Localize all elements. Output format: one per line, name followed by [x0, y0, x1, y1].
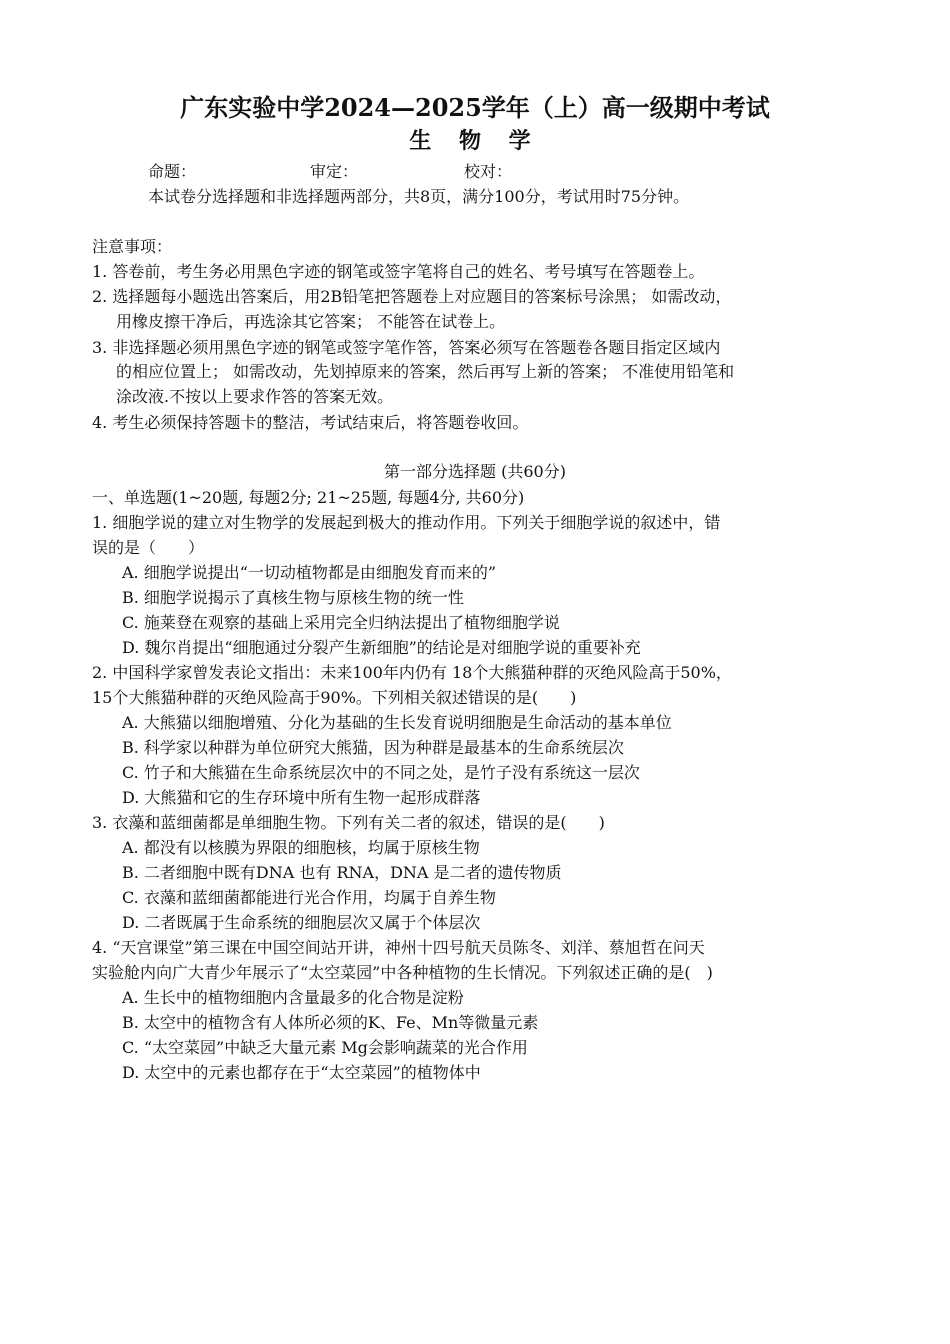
question-option: A. 大熊猫以细胞增殖、分化为基础的生长发育说明细胞是生命活动的基本单位	[122, 713, 672, 732]
exam-title: 广东实验中学2024—2025学年（上）高一级期中考试	[180, 93, 770, 122]
note-item: 3. 非选择题必须用黑色字迹的钢笔或签字笔作答，答案必须写在答题卷各题目指定区域内	[92, 338, 721, 357]
question-stem: 15个大熊猫种群的灭绝风险高于90%。下列相关叙述错误的是( )	[92, 688, 577, 707]
part1-heading: 第一部分选择题 (共60分)	[384, 462, 566, 481]
note-item-continued: 的相应位置上； 如需改动，先划掉原来的答案，然后再写上新的答案； 不准使用铅笔和	[116, 362, 735, 381]
question-stem: 实验舱内向广大青少年展示了“太空菜园”中各种植物的生长情况。下列叙述正确的是( )	[92, 963, 713, 982]
question-option: D. 魏尔肖提出“细胞通过分裂产生新细胞”的结论是对细胞学说的重要补充	[122, 638, 641, 657]
question-option: B. 科学家以种群为单位研究大熊猫，因为种群是最基本的生命系统层次	[122, 738, 624, 757]
question-option: A. 生长中的植物细胞内含量最多的化合物是淀粉	[122, 988, 464, 1007]
note-item-continued: 涂改液.不按以上要求作答的答案无效。	[116, 387, 394, 406]
question-stem: 误的是（ ）	[92, 538, 205, 557]
subject-title: 生 物 学	[409, 128, 541, 154]
note-item: 2. 选择题每小题选出答案后，用2B铅笔把答题卷上对应题目的答案标号涂黑； 如需改动，	[92, 287, 732, 306]
question-stem: 4. “天宫课堂”第三课在中国空间站开讲，神州十四号航天员陈冬、刘洋、蔡旭哲在问天	[92, 938, 705, 957]
question-stem: 3. 衣藻和蓝细菌都是单细胞生物。下列有关二者的叙述，错误的是( )	[92, 813, 605, 832]
proofreader-label: 校对：	[464, 162, 513, 181]
exam-intro: 本试卷分选择题和非选择题两部分，共8页，满分100分，考试用时75分钟。	[148, 187, 690, 206]
question-option: C. 衣藻和蓝细菌都能进行光合作用，均属于自养生物	[122, 888, 496, 907]
question-option: D. 二者既属于生命系统的细胞层次又属于个体层次	[122, 913, 481, 932]
note-item: 1. 答卷前，考生务必用黑色字迹的钢笔或签字笔将自己的姓名、考号填写在答题卷上。	[92, 262, 705, 281]
section-heading: 一、单选题(1~20题, 每题2分; 21~25题, 每题4分, 共60分)	[92, 488, 525, 507]
reviewer-label: 审定：	[310, 162, 359, 181]
notes-heading: 注意事项：	[92, 237, 173, 256]
note-item: 4. 考生必须保持答题卡的整洁，考试结束后，将答题卷收回。	[92, 413, 529, 432]
question-option: D. 大熊猫和它的生存环境中所有生物一起形成群落	[122, 788, 481, 807]
question-option: B. 太空中的植物含有人体所必须的K、Fe、Mn等微量元素	[122, 1013, 539, 1032]
question-option: B. 二者细胞中既有DNA 也有 RNA，DNA 是二者的遗传物质	[122, 863, 562, 882]
setter-label: 命题：	[148, 162, 197, 181]
question-option: C. 施莱登在观察的基础上采用完全归纳法提出了植物细胞学说	[122, 613, 560, 632]
question-option: D. 太空中的元素也都存在于“太空菜园”的植物体中	[122, 1063, 481, 1082]
question-option: A. 细胞学说提出“一切动植物都是由细胞发育而来的”	[122, 563, 497, 582]
note-item-continued: 用橡皮擦干净后，再选涂其它答案； 不能答在试卷上。	[116, 312, 506, 331]
question-option: A. 都没有以核膜为界限的细胞核，均属于原核生物	[122, 838, 480, 857]
question-option: B. 细胞学说揭示了真核生物与原核生物的统一性	[122, 588, 464, 607]
question-stem: 1. 细胞学说的建立对生物学的发展起到极大的推动作用。下列关于细胞学说的叙述中，错	[92, 513, 721, 532]
question-option: C. 竹子和大熊猫在生命系统层次中的不同之处，是竹子没有系统这一层次	[122, 763, 640, 782]
question-stem: 2. 中国科学家曾发表论文指出：未来100年内仍有 18个大熊猫种群的灭绝风险高于50%，	[92, 663, 732, 682]
question-option: C. “太空菜园”中缺乏大量元素 Mg会影响蔬菜的光合作用	[122, 1038, 528, 1057]
